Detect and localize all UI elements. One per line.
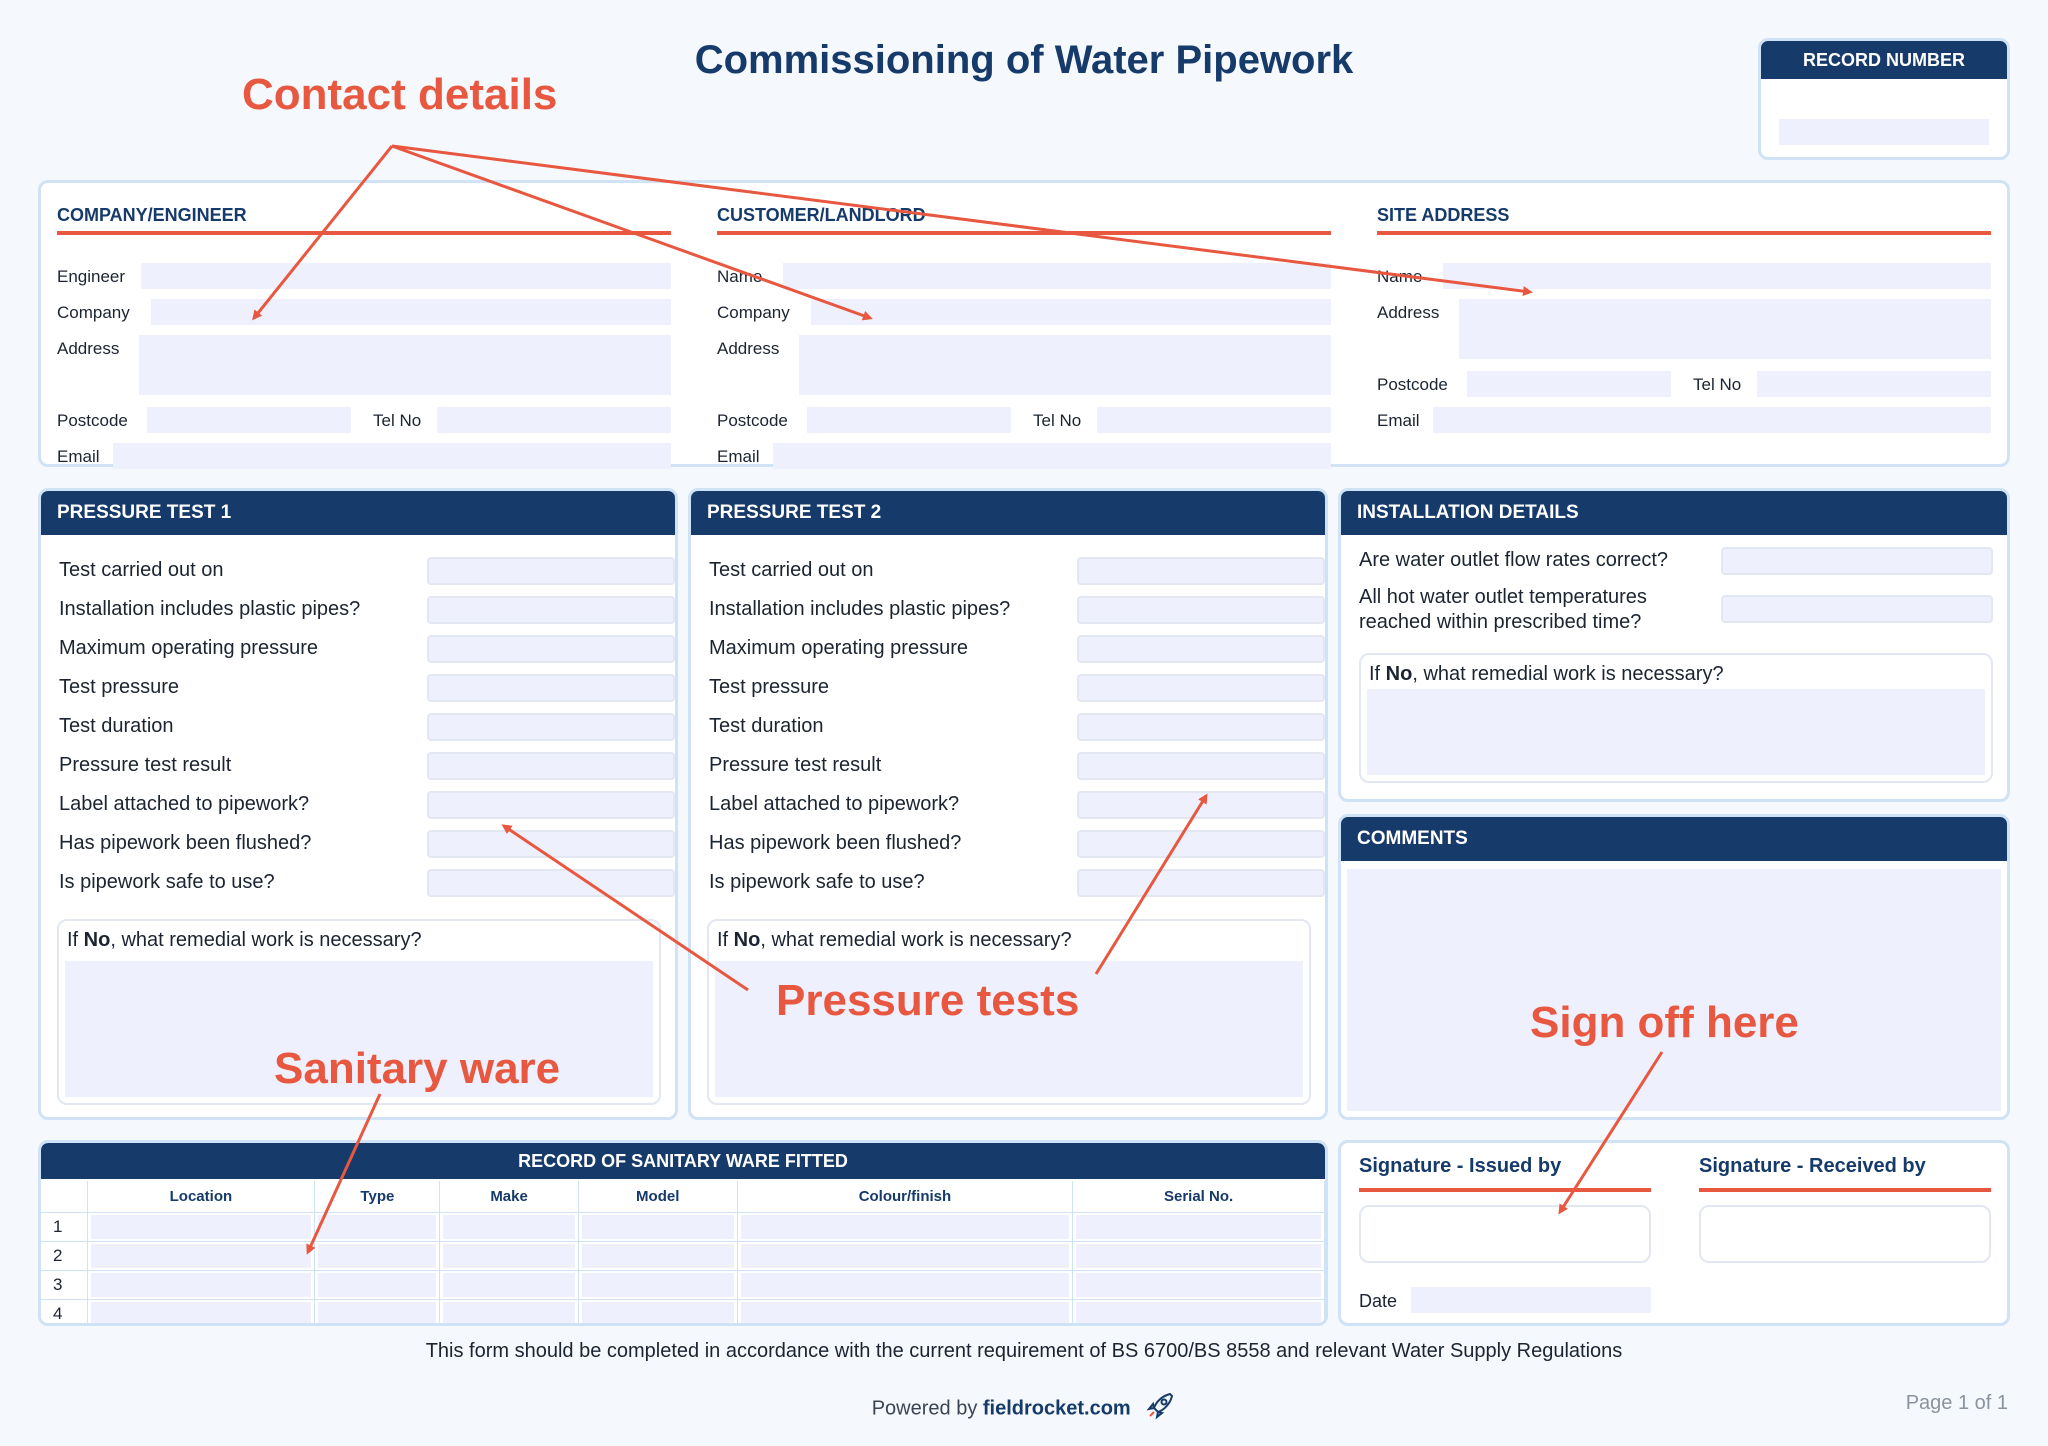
pt1-field[interactable]	[427, 557, 675, 585]
table-cell[interactable]	[443, 1215, 574, 1239]
table-cell[interactable]	[91, 1215, 312, 1239]
pt2-field[interactable]	[1077, 635, 1325, 663]
installation-remedial-box	[1359, 653, 1993, 783]
customer-postcode-field[interactable]	[807, 407, 1011, 433]
address-label: Address	[57, 339, 120, 358]
column-header: Location	[87, 1181, 315, 1212]
email-field[interactable]	[113, 443, 671, 469]
pt1-field[interactable]	[427, 791, 675, 819]
tel-field[interactable]	[437, 407, 671, 433]
row-number: 3	[41, 1270, 87, 1299]
customer-company-label: Company	[717, 303, 790, 322]
customer-email-label: Email	[717, 447, 760, 466]
table-cell[interactable]	[318, 1302, 436, 1326]
table-cell[interactable]	[1076, 1215, 1321, 1239]
signature-card	[1338, 1140, 2010, 1326]
pressure-test-2-title: PRESSURE TEST 2	[691, 491, 1325, 535]
engineer-field[interactable]	[141, 263, 671, 289]
pt2-label: Test pressure	[709, 676, 830, 698]
pt1-label: Maximum operating pressure	[59, 637, 318, 659]
email-label: Email	[57, 447, 100, 466]
table-cell[interactable]	[91, 1273, 312, 1297]
table-cell[interactable]	[741, 1215, 1069, 1239]
tel-label: Tel No	[373, 411, 422, 430]
table-cell[interactable]	[741, 1302, 1069, 1326]
site-email-field[interactable]	[1433, 407, 1991, 433]
annotation-sign-off: Sign off here	[1530, 998, 1799, 1047]
table-cell[interactable]	[91, 1302, 312, 1326]
comments-card	[1338, 814, 2010, 1120]
site-address-title: SITE ADDRESS	[1377, 203, 1991, 235]
engineer-label: Engineer	[57, 267, 126, 286]
pt1-label: Is pipework safe to use?	[59, 871, 275, 893]
company-engineer-section	[57, 203, 671, 466]
signature-issued-field[interactable]	[1359, 1205, 1651, 1263]
company-field[interactable]	[151, 299, 671, 325]
pt2-label: Is pipework safe to use?	[709, 871, 925, 893]
annotation-sanitary-ware: Sanitary ware	[274, 1044, 561, 1093]
row-number-header	[41, 1181, 87, 1212]
column-header: Serial No.	[1073, 1181, 1325, 1212]
row-number: 4	[41, 1299, 87, 1326]
installation-remedial-question: If No, what remedial work is necessary?	[1369, 663, 1724, 685]
table-cell[interactable]	[582, 1273, 734, 1297]
hot-water-field[interactable]	[1721, 595, 1993, 623]
pt2-field[interactable]	[1077, 674, 1325, 702]
site-name-field[interactable]	[1443, 263, 1991, 289]
customer-address-label: Address	[717, 339, 780, 358]
comments-field[interactable]	[1347, 869, 2001, 1111]
table-cell[interactable]	[318, 1244, 436, 1268]
signature-received-title: Signature - Received by	[1699, 1155, 1991, 1192]
pt1-remedial-question: If No, what remedial work is necessary?	[67, 929, 422, 951]
customer-tel-field[interactable]	[1097, 407, 1331, 433]
pt2-label: Label attached to pipework?	[709, 793, 960, 815]
table-row	[41, 1299, 1325, 1326]
pt1-label: Pressure test result	[59, 754, 232, 776]
column-header: Type	[315, 1181, 440, 1212]
pt2-field[interactable]	[1077, 596, 1325, 624]
table-row	[41, 1212, 1325, 1241]
comments-title: COMMENTS	[1341, 817, 2007, 861]
table-row	[41, 1270, 1325, 1299]
pt2-field[interactable]	[1077, 557, 1325, 585]
pt2-label: Pressure test result	[709, 754, 882, 776]
customer-name-label: Name	[717, 267, 763, 286]
table-cell[interactable]	[582, 1302, 734, 1326]
customer-landlord-section	[717, 203, 1331, 466]
pt1-field[interactable]	[427, 713, 675, 741]
footer-note: This form should be completed in accordance with the current requirement of BS 6700/BS 8558 and relevant Water Supply Regulations	[425, 1340, 1623, 1362]
hot-water-question: All hot water outlet temperatures reached within prescribed time?	[1359, 586, 1647, 633]
sanitary-ware-table	[41, 1181, 1325, 1323]
table-row	[41, 1241, 1325, 1270]
record-number-label: RECORD NUMBER	[1761, 41, 2007, 79]
table-cell[interactable]	[91, 1244, 312, 1268]
pt1-field[interactable]	[427, 596, 675, 624]
pt1-label: Installation includes plastic pipes?	[59, 598, 361, 620]
pt1-field[interactable]	[427, 752, 675, 780]
table-cell[interactable]	[582, 1215, 734, 1239]
customer-name-field[interactable]	[783, 263, 1331, 289]
signature-issued-title: Signature - Issued by	[1359, 1155, 1651, 1192]
sanitary-ware-title: RECORD OF SANITARY WARE FITTED	[41, 1143, 1325, 1179]
pt2-label: Maximum operating pressure	[709, 637, 968, 659]
table-cell[interactable]	[443, 1244, 574, 1268]
column-header: Model	[578, 1181, 737, 1212]
table-cell[interactable]	[1076, 1302, 1321, 1326]
customer-tel-label: Tel No	[1033, 411, 1082, 430]
pt2-label: Test duration	[709, 715, 824, 737]
pt1-field[interactable]	[427, 830, 675, 858]
table-cell[interactable]	[582, 1244, 734, 1268]
pt1-field[interactable]	[427, 635, 675, 663]
pt1-field[interactable]	[427, 869, 675, 897]
site-tel-field[interactable]	[1757, 371, 1991, 397]
pt1-label: Test carried out on	[59, 559, 224, 581]
contact-card	[38, 180, 2010, 467]
pt2-label: Test carried out on	[709, 559, 874, 581]
customer-landlord-title: CUSTOMER/LANDLORD	[717, 203, 1331, 235]
record-number-box	[1758, 38, 2010, 160]
powered-by: Powered by fieldrocket.com	[0, 1390, 2048, 1428]
sanitary-ware-card	[38, 1140, 1328, 1326]
rocket-icon	[1144, 1390, 1176, 1428]
postcode-label: Postcode	[57, 411, 128, 430]
pt2-field[interactable]	[1077, 752, 1325, 780]
annotation-pressure-tests: Pressure tests	[776, 976, 1080, 1025]
pressure-test-1-card	[38, 488, 678, 1120]
table-cell[interactable]	[318, 1215, 436, 1239]
site-address-field[interactable]	[1459, 299, 1991, 359]
site-tel-label: Tel No	[1693, 375, 1742, 394]
signature-received-field[interactable]	[1699, 1205, 1991, 1263]
table-cell[interactable]	[1076, 1244, 1321, 1268]
brand-link[interactable]: fieldrocket.com	[982, 1397, 1131, 1420]
column-header: Colour/finish	[737, 1181, 1072, 1212]
table-cell[interactable]	[443, 1302, 574, 1326]
table-cell[interactable]	[741, 1273, 1069, 1297]
customer-email-field[interactable]	[773, 443, 1331, 469]
pt2-label: Installation includes plastic pipes?	[709, 598, 1011, 620]
flow-rates-field[interactable]	[1721, 547, 1993, 575]
customer-address-field[interactable]	[799, 335, 1331, 395]
page-number: Page 1 of 1	[1905, 1392, 2008, 1414]
site-name-label: Name	[1377, 267, 1423, 286]
address-field[interactable]	[139, 335, 671, 395]
pt1-label: Test pressure	[59, 676, 180, 698]
pt1-field[interactable]	[427, 674, 675, 702]
site-postcode-label: Postcode	[1377, 375, 1448, 394]
table-cell[interactable]	[1076, 1273, 1321, 1297]
table-cell[interactable]	[318, 1273, 436, 1297]
pt2-field[interactable]	[1077, 869, 1325, 897]
pt2-label: Has pipework been flushed?	[709, 832, 962, 854]
row-number: 2	[41, 1241, 87, 1270]
pt1-label: Has pipework been flushed?	[59, 832, 312, 854]
pt2-field[interactable]	[1077, 713, 1325, 741]
company-label: Company	[57, 303, 130, 322]
company-engineer-title: COMPANY/ENGINEER	[57, 203, 671, 235]
table-cell[interactable]	[443, 1273, 574, 1297]
date-field[interactable]	[1411, 1287, 1651, 1313]
installation-details-card	[1338, 488, 2010, 802]
installation-details-title: INSTALLATION DETAILS	[1341, 491, 2007, 535]
pt1-label: Label attached to pipework?	[59, 793, 310, 815]
site-address-section	[1377, 203, 1991, 430]
site-postcode-field[interactable]	[1467, 371, 1671, 397]
site-email-label: Email	[1377, 411, 1420, 430]
pt2-field[interactable]	[1077, 830, 1325, 858]
column-header: Make	[440, 1181, 578, 1212]
pt2-remedial-question: If No, what remedial work is necessary?	[717, 929, 1072, 951]
record-number-input[interactable]	[1779, 119, 1989, 145]
table-cell[interactable]	[741, 1244, 1069, 1268]
annotation-contact-details: Contact details	[242, 70, 558, 119]
row-number: 1	[41, 1212, 87, 1241]
flow-rates-question: Are water outlet flow rates correct?	[1359, 549, 1669, 571]
pt1-label: Test duration	[59, 715, 174, 737]
installation-remedial-field[interactable]	[1367, 689, 1985, 775]
customer-postcode-label: Postcode	[717, 411, 788, 430]
site-address-label: Address	[1377, 303, 1440, 322]
page-title: Commissioning of Water Pipework	[694, 38, 1354, 82]
pressure-test-1-title: PRESSURE TEST 1	[41, 491, 675, 535]
pt2-field[interactable]	[1077, 791, 1325, 819]
postcode-field[interactable]	[147, 407, 351, 433]
customer-company-field[interactable]	[811, 299, 1331, 325]
date-label: Date	[1359, 1291, 1398, 1311]
